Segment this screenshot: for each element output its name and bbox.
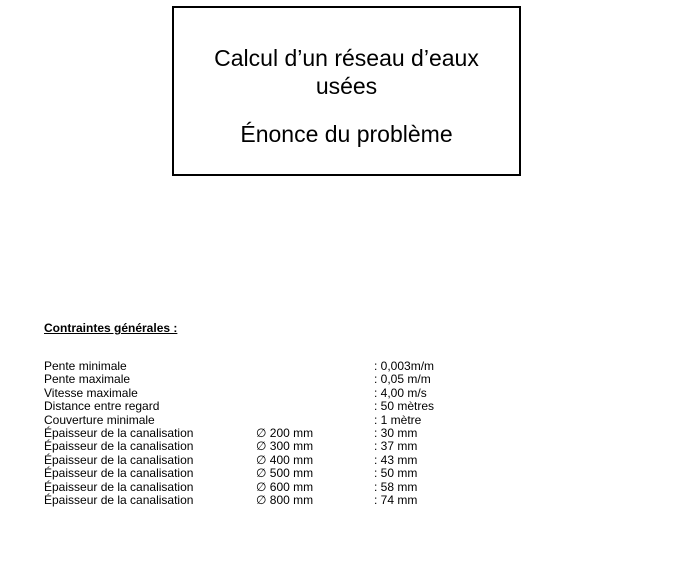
document-subtitle [174, 120, 519, 148]
constraint-row [44, 387, 644, 400]
constraint-row [44, 440, 644, 453]
constraint-value: : 0,05 m/m [374, 372, 431, 387]
constraint-value: : 1 mètre [374, 412, 422, 427]
constraint-value: : 4,00 m/s [374, 385, 427, 400]
constraint-diameter: ∅ 600 mm [256, 479, 314, 494]
constraint-diameter: ∅ 400 mm [256, 452, 314, 467]
constraint-value: : 50 mm [374, 466, 418, 481]
constraint-label: Épaisseur de la canalisation ∅ 400 mm [44, 452, 314, 467]
constraint-value: : 43 mm [374, 452, 418, 467]
constraint-label: Épaisseur de la canalisation ∅ 300 mm [44, 439, 314, 454]
constraint-row [44, 373, 644, 386]
constraints-list [44, 360, 644, 507]
subtitle-line: Énonce du problème [240, 121, 453, 147]
document-title [174, 44, 519, 100]
constraint-label: Épaisseur de la canalisation ∅ 500 mm [44, 466, 314, 481]
constraint-value: : 30 mm [374, 425, 418, 440]
constraint-row [44, 414, 644, 427]
constraint-label: Pente maximale [44, 372, 131, 387]
constraint-label: Vitesse maximale [44, 385, 138, 400]
constraint-label: Distance entre regard [44, 399, 160, 414]
constraint-label: Pente minimale [44, 359, 127, 373]
constraint-value: : 37 mm [374, 439, 418, 454]
title-line-1: Calcul d’un réseau d’eaux [214, 45, 479, 71]
constraint-value: : 50 mètres [374, 399, 435, 414]
constraint-row [44, 360, 644, 373]
constraint-label: Couverture minimale [44, 412, 155, 427]
constraint-diameter: ∅ 300 mm [256, 439, 314, 454]
constraint-label: Épaisseur de la canalisation ∅ 800 mm [44, 492, 314, 507]
constraint-value: : 74 mm [374, 492, 418, 507]
constraint-row [44, 467, 644, 480]
title-line-2: usées [315, 73, 378, 99]
constraint-value: : 58 mm [374, 479, 418, 494]
section-heading: Contraintes générales : [44, 321, 178, 335]
constraint-label: Épaisseur de la canalisation ∅ 200 mm [44, 425, 314, 440]
constraint-row [44, 494, 644, 507]
constraint-label: Épaisseur de la canalisation ∅ 600 mm [44, 479, 314, 494]
constraint-row [44, 481, 644, 494]
title-box [172, 6, 521, 176]
constraint-value: : 0,003m/m [374, 359, 435, 373]
constraint-diameter: ∅ 800 mm [256, 492, 314, 507]
constraint-diameter: ∅ 200 mm [256, 425, 314, 440]
constraint-row [44, 400, 644, 413]
constraint-diameter: ∅ 500 mm [256, 466, 314, 481]
